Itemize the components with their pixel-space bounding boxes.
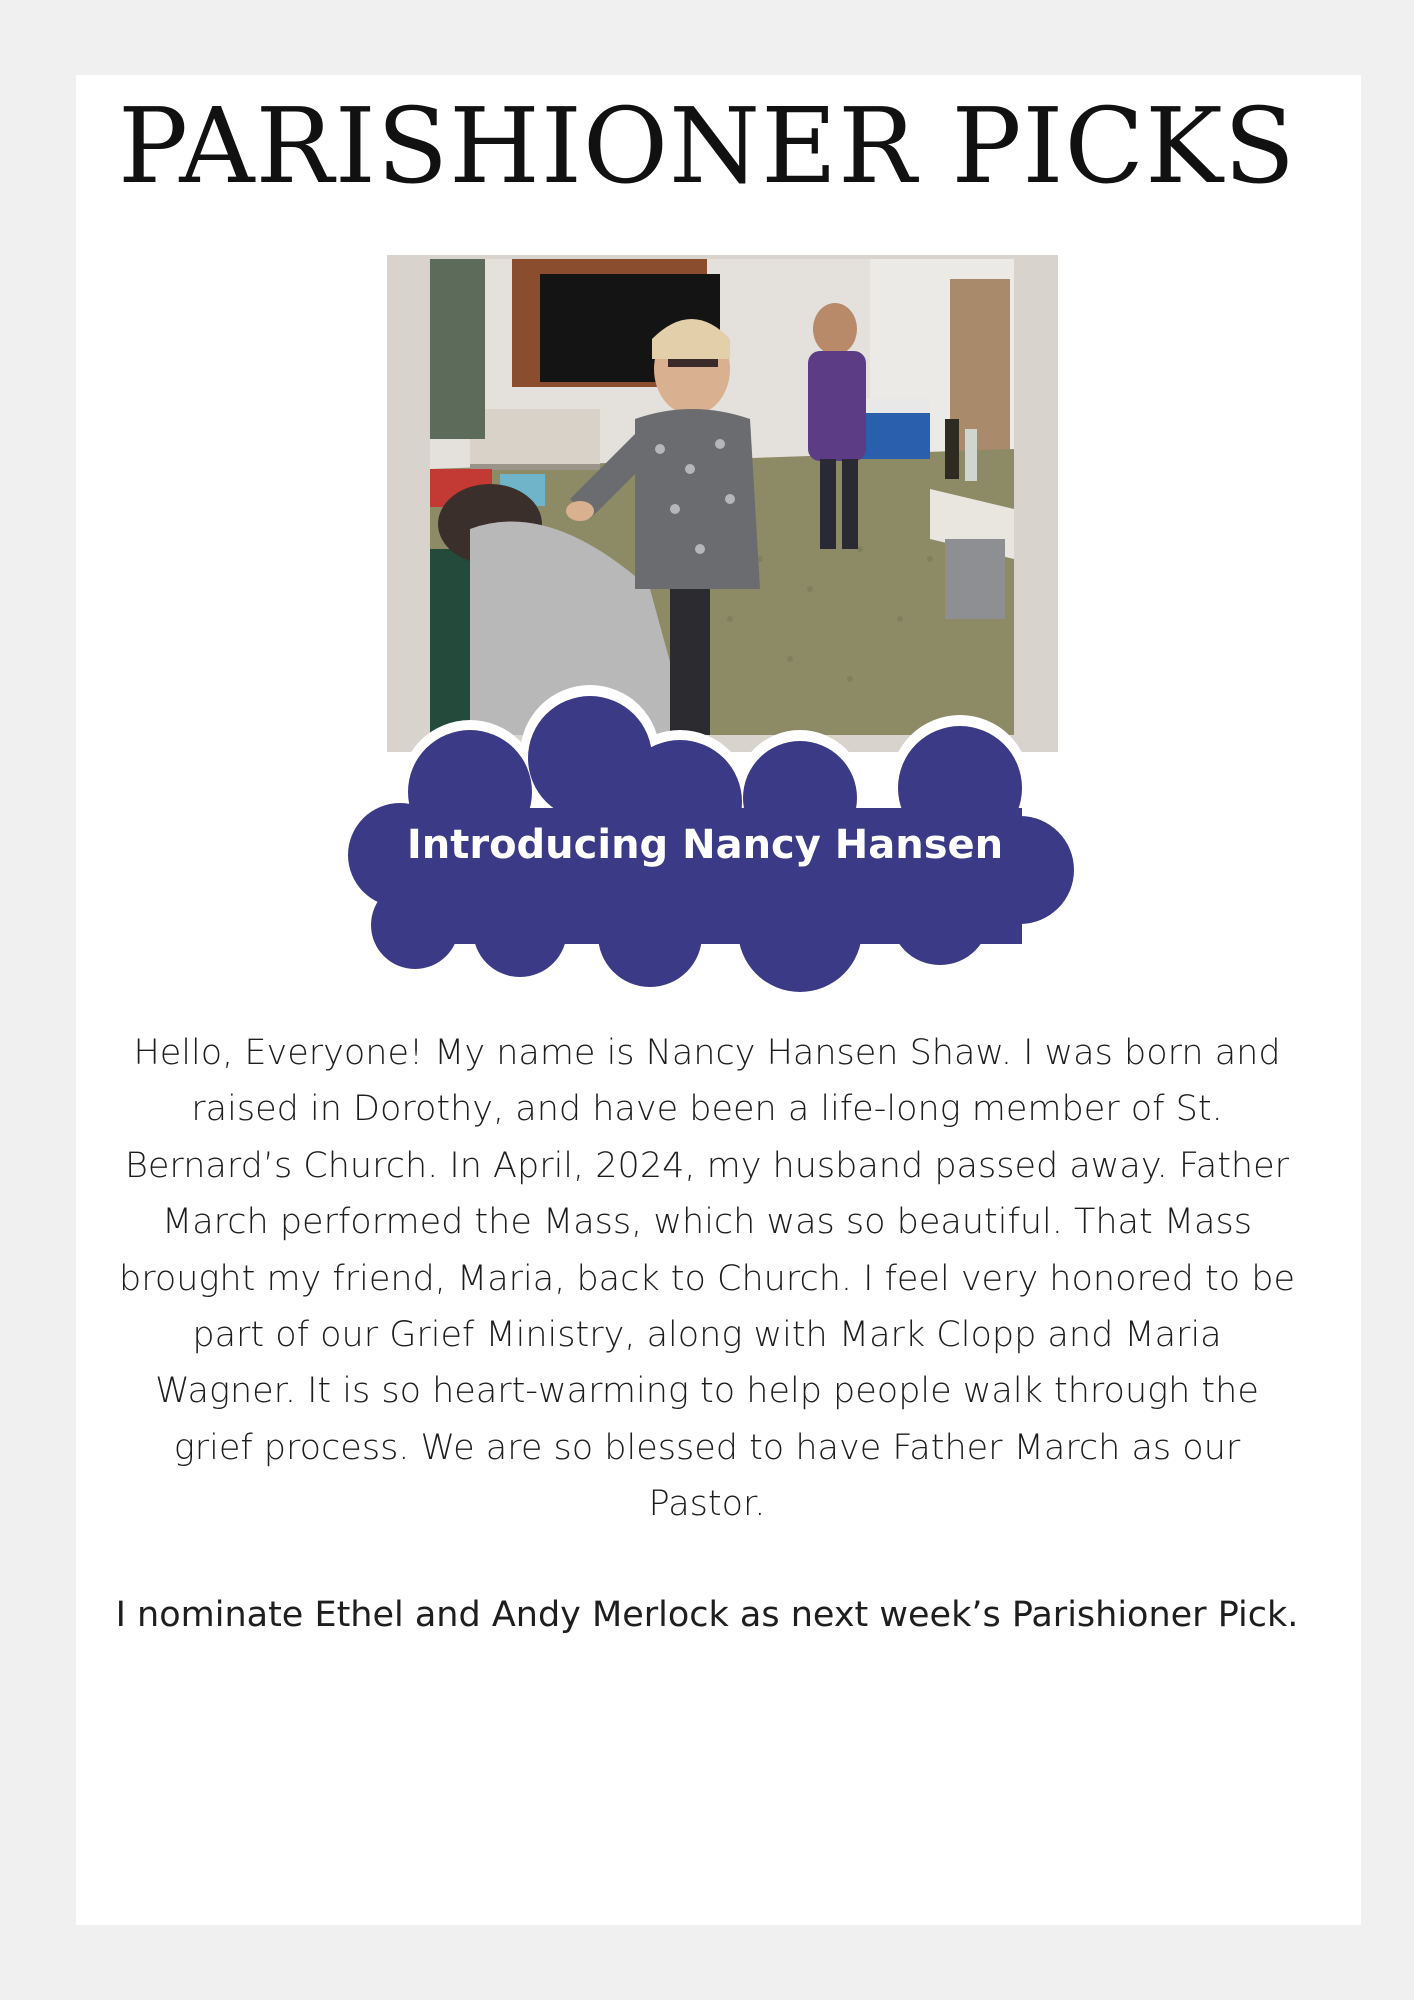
photo-of-parishioner: [430, 259, 1014, 735]
nomination-text: I nominate Ethel and Andy Merlock as next week’s Parishioner Pick.: [115, 1595, 1299, 1635]
banner-label: Introducing Nancy Hansen: [406, 822, 1004, 868]
photo-frame: [387, 255, 1058, 752]
article-paragraph: Hello, Everyone! My name is Nancy Hansen Shaw. I was born and raised in Dorothy, and have been a life-long member of St. Bernard’s Church. In April, 2024, my husband passed away. Father March performed the Mass, which was so beautiful. That Mass brought my friend, Maria, back to Church. I feel very honored to be part of our Grief Ministry, along with Mark Clopp and Maria Wagner. It is so heart-warming to help people walk through the grief process. We are so blessed to have Father March as our Pastor.: [118, 1033, 1295, 1525]
page-title: PARISHIONER PICKS: [117, 85, 1297, 207]
